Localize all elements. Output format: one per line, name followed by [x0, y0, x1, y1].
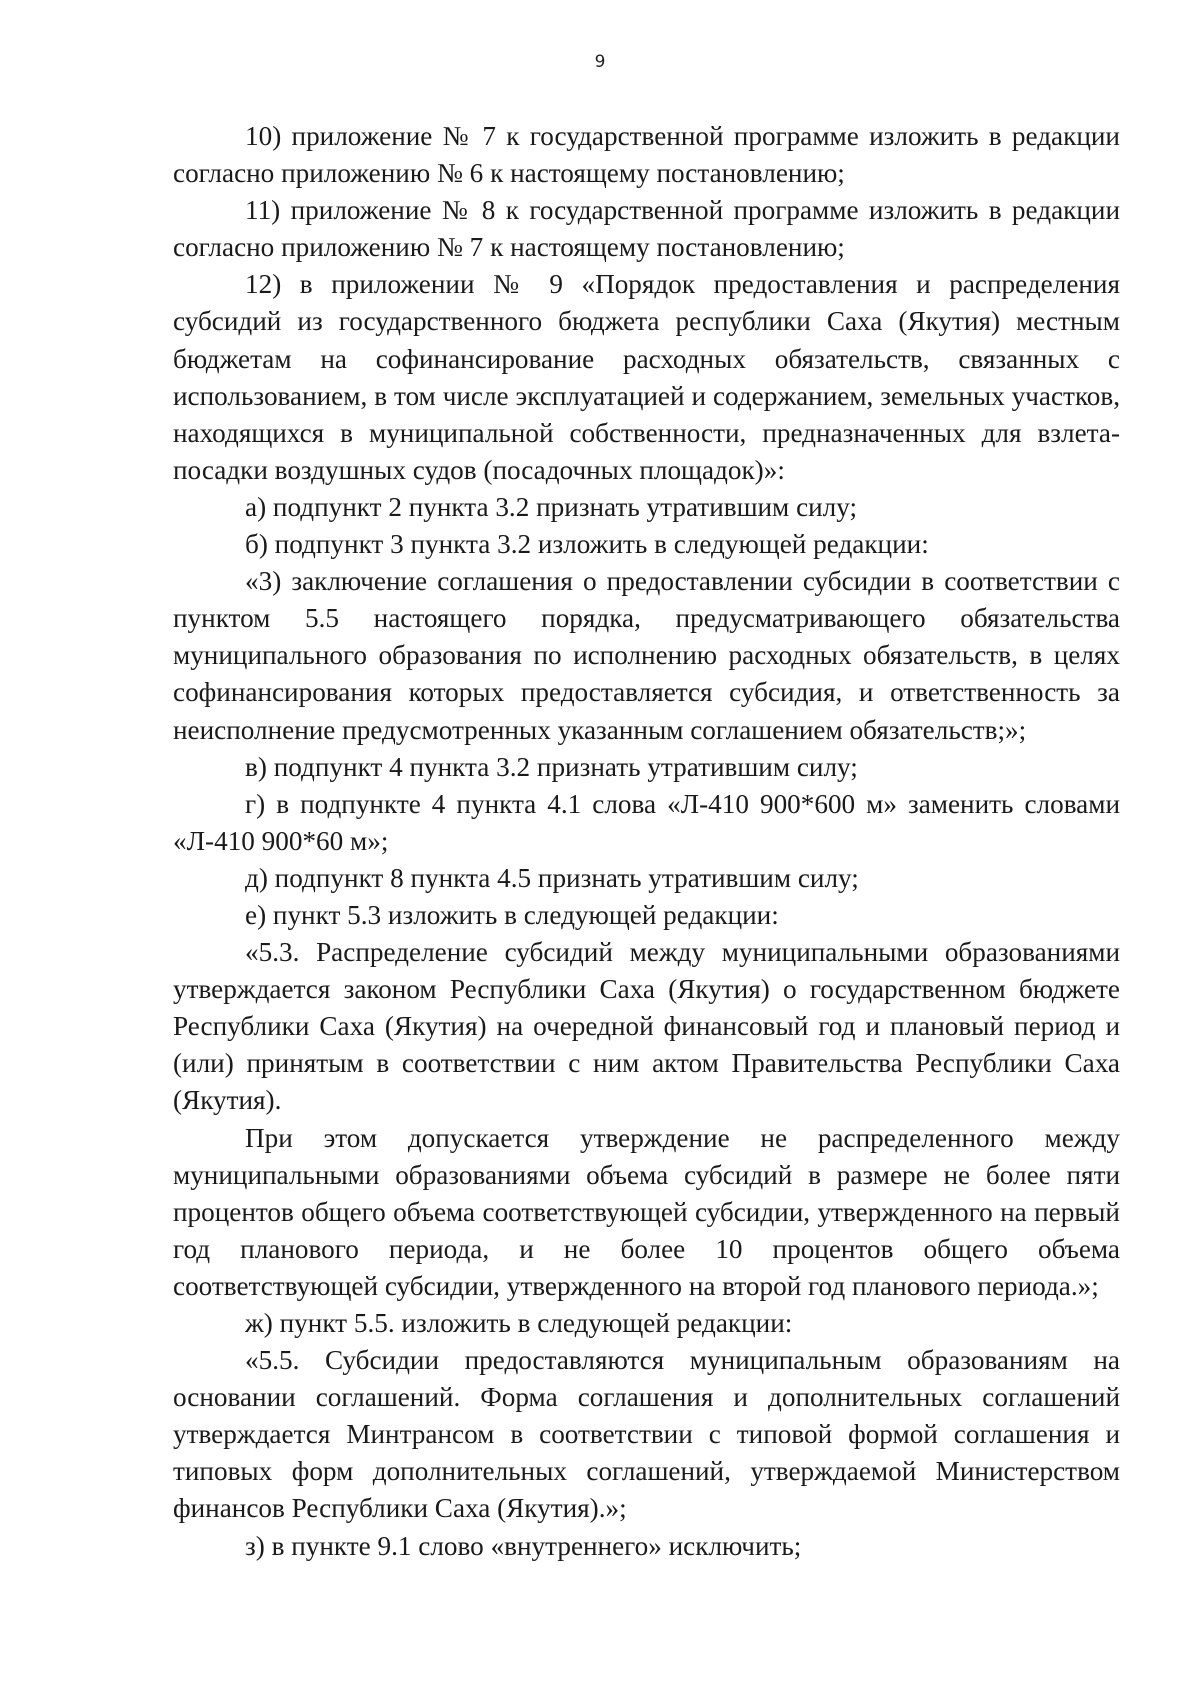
document-body [173, 118, 1120, 1565]
paragraph-item-10: 10) приложение № 7 к государственной программе изложить в редакции согласно приложению № 6 к настоящему постановлению; [173, 121, 1120, 189]
paragraph-item-11: 11) приложение № 8 к государственной программе изложить в редакции согласно приложению № 7 к настоящему постановлению; [173, 195, 1120, 263]
subparagraph-a: а) подпункт 2 пункта 3.2 признать утратившим силу; [245, 491, 858, 522]
subparagraph-g: г) в подпункте 4 пункта 4.1 слова «Л-410 900*600 м» заменить словами «Л-410 900*60 м»; [173, 788, 1120, 856]
quoted-text-5-3: «5.3. Распределение субсидий между муниципальными образованиями утверждается законом Республики Саха (Якутия) о государственном бюджете Республики Саха (Якутия) на очередной финансовый год и плановый период и (или) принятым в соответствии с ним актом Правительства Республики Саха (Якутия). [173, 937, 1120, 1116]
paragraph-item-12: 12) в приложении № 9 «Порядок предоставления и распределения субсидий из государственного бюджета республики Саха (Якутия) местным бюджетам на софинансирование расходных обязательств, связанных с использованием, в том числе эксплуатацией и содержанием, земельных участков, находящихся в муниципальной собственности, предназначенных для взлета-посадки воздушных судов (посадочных площадок)»: [173, 269, 1120, 485]
subparagraph-b: б) подпункт 3 пункта 3.2 изложить в следующей редакции: [245, 529, 929, 560]
subparagraph-v: в) подпункт 4 пункта 3.2 признать утратившим силу; [245, 751, 858, 782]
subparagraph-z: з) в пункте 9.1 слово «внутреннего» исключить; [245, 1530, 802, 1561]
page-number: 9 [594, 52, 606, 72]
subparagraph-e: е) пункт 5.3 изложить в следующей редакции: [245, 899, 779, 930]
subparagraph-d: д) подпункт 8 пункта 4.5 признать утратившим силу; [245, 862, 859, 893]
quoted-text-5-5: «5.5. Субсидии предоставляются муниципальным образованиям на основании соглашений. Форма соглашения и дополнительных соглашений утверждается Минтрансом в соответствии с типовой формой соглашения и типовых форм дополнительных соглашений, утверждаемой Министерством финансов Республики Саха (Якутия).»; [173, 1345, 1120, 1524]
quoted-text-5-3-continued: При этом допускается утверждение не распределенного между муниципальными образованиями объема субсидий в размере не более пяти процентов общего объема соответствующей субсидии, утвержденного на первый год планового периода, и не более 10 процентов общего объема соответствующей субсидии, утвержденного на второй год планового периода.»; [173, 1122, 1120, 1301]
subparagraph-zh: ж) пункт 5.5. изложить в следующей редакции: [245, 1308, 793, 1338]
quoted-text-3: «3) заключение соглашения о предоставлении субсидии в соответствии с пунктом 5.5 настоящего порядка, предусматривающего обязательства муниципального образования по исполнению расходных обязательств, в целях софинансирования которых предоставляется субсидия, и ответственность за неисполнение предусмотренных указанным соглашением обязательств;»; [173, 566, 1120, 745]
